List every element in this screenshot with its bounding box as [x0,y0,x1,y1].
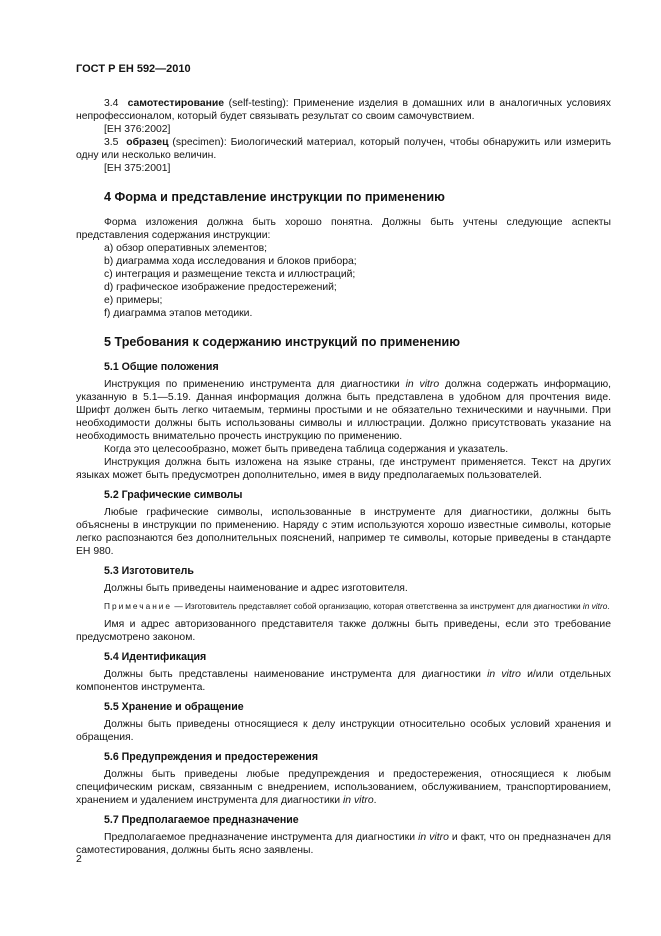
defined-term: образец [126,137,169,148]
text-run: Предполагаемое предназначение инструмента для диагностики [104,832,419,843]
text-run: . [607,601,610,611]
text-run: и/или отдельных компонентов инструмента. [76,669,611,693]
paragraph: Должны быть приведены относящиеся к делу инструкции относительно особых условий хранения и обращения. [76,719,611,743]
text-run: — Изготовитель представляет собой организацию, которая ответственна за инструмент для диагностики [172,601,583,611]
page-number: 2 [76,854,82,865]
italic-term: in vitro [582,601,608,611]
paragraph [76,831,611,857]
paragraph [76,668,611,694]
subsection-5-4-heading: 5.4 Идентификация [104,651,207,663]
list-item: a) обзор оперативных элементов; [104,243,268,254]
paragraph [76,768,611,807]
subsection-5-6-heading: 5.6 Предупреждения и предостережения [104,751,319,763]
list-item: e) примеры; [104,295,163,306]
definition-reference: [ЕН 376:2002] [104,124,171,135]
note-label: Примечание [104,601,173,611]
paragraph: Когда это целесообразно, может быть приведена таблица содержания и указатель. [104,444,509,455]
note [76,601,611,612]
definition-3-4 [76,97,611,123]
text-run: . [373,795,377,806]
section-4-intro: Форма изложения должна быть хорошо понятна. Должны быть учтены следующие аспекты представления содержания инструкции: [76,217,611,241]
list-item: b) диаграмма хода исследования и блоков прибора; [104,256,357,267]
list-item: d) графическое изображение предостережений; [104,282,337,293]
section-5-heading: 5 Требования к содержанию инструкций по применению [104,335,460,349]
paragraph: Инструкция должна быть изложена на языке страны, где инструмент применяется. Текст на других языках может быть предусмотрен дополнительно, имея в виду предполагаемых пользователей. [76,457,611,481]
text-run: Должны быть приведены любые предупреждения и предостережения, относящиеся к любым специфическим рискам, связанным с внедрением, использованием, обслуживанием, транспортированием, хранением и удалением инструмента для диагностики [76,769,611,806]
definition-text: (self-testing): Применение изделия в домашних или в аналогичных условиях непрофессионалом, который будет связывать результат со своим самочувствием. [76,98,611,122]
paragraph [76,378,611,443]
defined-term: самотестирование [127,98,225,109]
text-run: и факт, что он предназначен для самотестирования, должны быть ясно заявлены. [76,832,611,856]
italic-term: in vitro [418,832,449,843]
subsection-5-2-heading: 5.2 Графические символы [104,489,243,501]
italic-term: in vitro [405,379,440,390]
paragraph: Имя и адрес авторизованного представителя также должны быть приведены, если это требование предусмотрено законом. [76,619,611,643]
document-header: ГОСТ Р ЕН 592—2010 [76,63,191,75]
subsection-5-3-heading: 5.3 Изготовитель [104,565,194,577]
italic-term: in vitro [343,795,374,806]
paragraph: Должны быть приведены наименование и адрес изготовителя. [104,583,408,594]
text-run: Должны быть представлены наименование инструмента для диагностики [104,669,488,680]
paragraph: Любые графические символы, использованные в инструменте для диагностики, должны быть объяснены в инструкции по применению. Наряду с этим используются хорошо известные символы, которые легко распознаются без дополнительных пояснений, например те символы, которые приведены в стандарте ЕН 980. [76,507,611,557]
italic-term: in vitro [487,669,521,680]
definition-reference: [ЕН 375:2001] [104,163,171,174]
subsection-5-5-heading: 5.5 Хранение и обращение [104,701,244,713]
list-item: c) интеграция и размещение текста и иллюстраций; [104,269,356,280]
clause-number: 3.4 [104,98,119,109]
definition-text: (specimen): Биологический материал, который получен, чтобы обнаружить или измерить одну или несколько величин. [76,137,611,161]
subsection-5-1-heading: 5.1 Общие положения [104,361,219,373]
definition-3-5 [76,136,611,162]
list-item: f) диаграмма этапов методики. [104,308,253,319]
section-4-heading: 4 Форма и представление инструкции по применению [104,190,445,204]
subsection-5-7-heading: 5.7 Предполагаемое предназначение [104,814,299,826]
text-run: Инструкция по применению инструмента для диагностики [104,379,406,390]
text-run: должна содержать информацию, указанную в 5.1—5.19. Данная информация должна быть представлена в удобном для прочтения виде. Шрифт должен быть легко читаемым, термины простыми и не обязательно техническими и научными. При необходимости должны быть использованы символы и иллюстрации. Должно присутствовать указание на необходимость внимательно прочесть инструкцию по применению. [76,379,612,442]
clause-number: 3.5 [104,137,119,148]
